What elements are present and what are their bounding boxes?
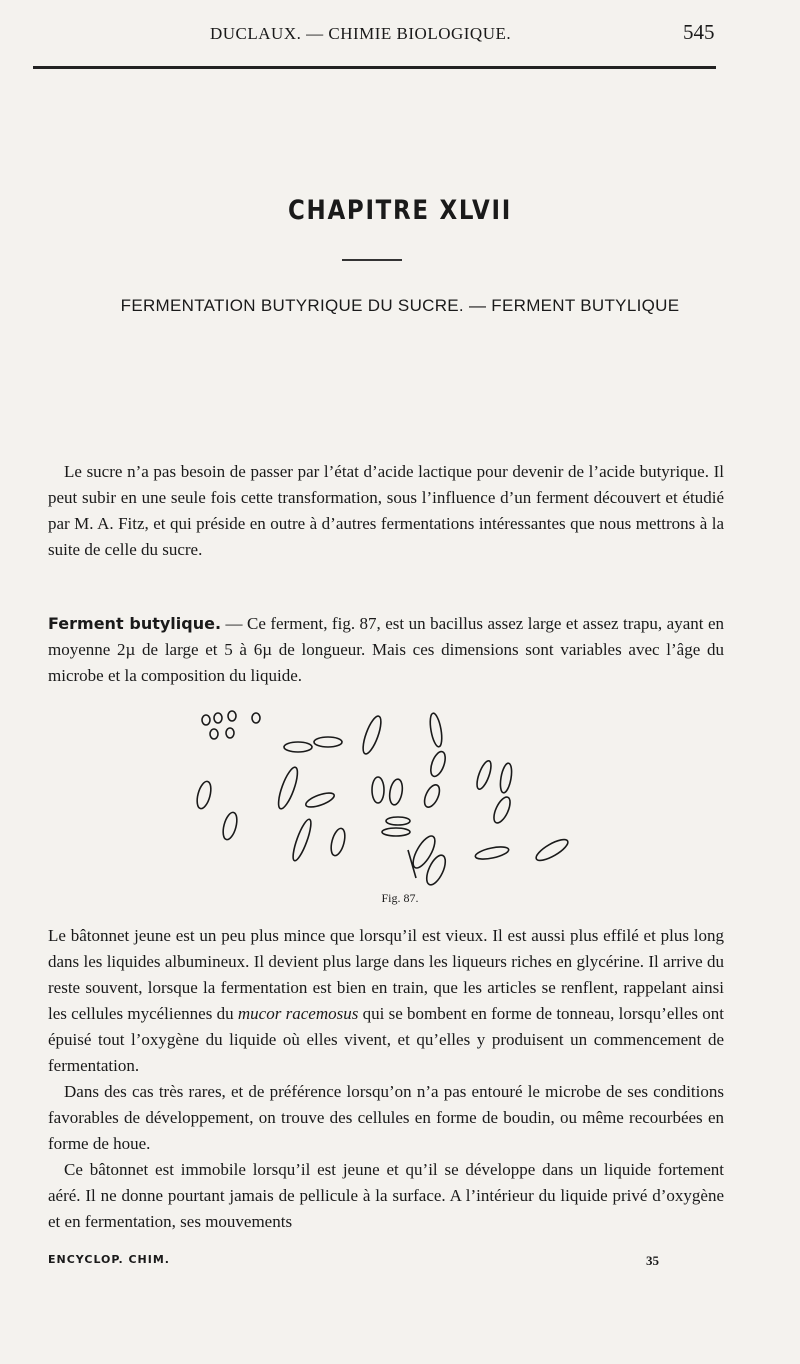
page-number: 545 xyxy=(683,20,715,44)
paragraph-2 xyxy=(48,611,724,689)
chapter-title: CHAPITRE XLVII xyxy=(288,195,512,226)
paragraph-intro xyxy=(48,459,724,563)
footer-sheet-number: 35 xyxy=(646,1253,659,1268)
chapter-subtitle: FERMENTATION BUTYRIQUE DU SUCRE. — FERMENT BUTYLIQUE xyxy=(120,296,680,315)
paragraph-2-text: — Ce ferment, fig. 87, est un bacillus assez large et assez trapu, ayant en moyenne 2µ de large et 5 à 6µ de longueur. Mais ces dimensions sont variables avec l’âge du microbe et la composition du liquide. xyxy=(48,614,724,685)
paragraph-3-text-b: qui se bombent en forme de tonneau, lorsqu’elles ont épuisé tout l’oxygène du liquide où elles vivent, et qu’elles y produisent un commencement de fermentation. xyxy=(48,1004,724,1075)
chapter-rule xyxy=(342,259,402,261)
paragraph-4: Dans des cas très rares, et de préférence lorsqu’on n’a pas entouré le microbe de ses conditions favorables de développement, on trouve des cellules en forme de boudin, ou même recourbées en forme de houe. xyxy=(48,1082,724,1153)
mucor-name: mucor racemosus xyxy=(237,1004,359,1023)
figure-caption: Fig. 87. xyxy=(381,891,419,905)
term-ferment-butylique: Ferment butylique. xyxy=(48,614,222,633)
figure-87-bacilli xyxy=(180,700,600,890)
paragraph-3-text-a: Le bâtonnet jeune est un peu plus mince que lorsqu’il est vieux. Il est aussi plus effilé et plus long dans les liquides albumineux. Il devient plus large dans les liqueurs riches en glycérine. Il arrive du reste souvent, lorsque la fermentation est bien en train, que les articles se renflent, rappelant ainsi les cellules mycéliennes du xyxy=(48,926,724,1023)
running-head xyxy=(0,20,800,50)
paragraph-young-rod xyxy=(48,923,724,1235)
footer-signature: ENCYCLOP. CHIM. xyxy=(48,1253,170,1266)
running-head-title: DUCLAUX. — CHIMIE BIOLOGIQUE. xyxy=(210,24,512,43)
header-rule xyxy=(33,66,716,69)
paragraph-ferment xyxy=(48,611,724,689)
paragraph-3 xyxy=(48,923,724,1079)
paragraph-1: Le sucre n’a pas besoin de passer par l’état d’acide lactique pour devenir de l’acide butyrique. Il peut subir en une seule fois cette transformation, sous l’influence d’un ferment découvert et étudié par M. A. Fitz, et qui préside en outre à d’autres fermentations intéressantes que nous mettrons à la suite de celle du sucre. xyxy=(48,462,724,559)
paragraph-5: Ce bâtonnet est immobile lorsqu’il est jeune et qu’il se développe dans un liquide fortement aéré. Il ne donne pourtant jamais de pellicule à la surface. A l’intérieur du liquide privé d’oxygène et en fermentation, ses mouvements xyxy=(48,1160,724,1231)
